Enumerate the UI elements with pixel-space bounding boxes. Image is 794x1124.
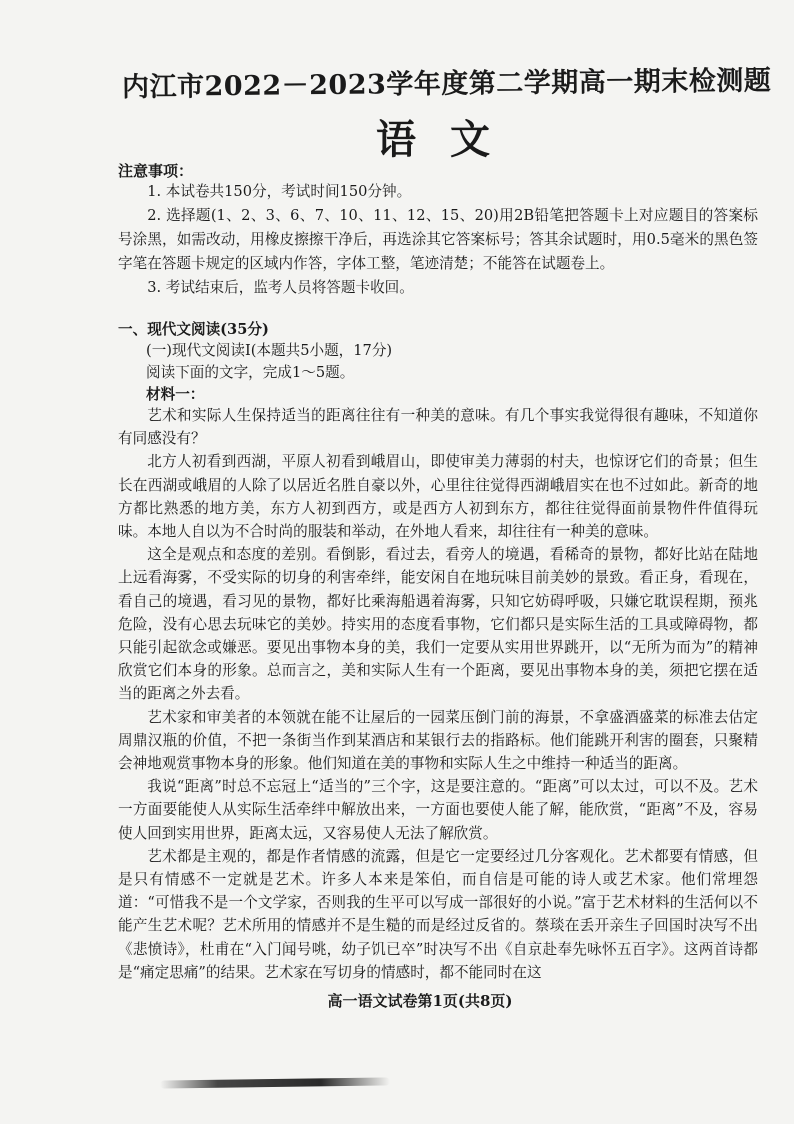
notice-item: 2. 选择题(1、2、3、6、7、10、11、12、15、20)用2B铅笔把答题卡上对应题目的答案标号涂黑，如需改动，用橡皮擦擦干净后，再选涂其它答案标号；答其余试题时，用0.5毫米的黑色签字笔在答题卡规定的区域内作答，字体工整，笔迹清楚；不能答在试题卷上。 — [118, 207, 758, 272]
subject-title: 语文 — [376, 116, 524, 163]
material-label: 材料一： — [146, 386, 205, 403]
passage-paragraph: 艺术和实际人生保持适当的距离往往有一种美的意味。有几个事实我觉得很有趣味，不知道你有同感没有？ — [118, 407, 758, 448]
section-intro — [146, 340, 746, 406]
notice-item: 1. 本试卷共150分，考试时间150分钟。 — [147, 183, 412, 200]
notice-list — [118, 180, 758, 300]
section-heading: 一、现代文阅读(35分) — [118, 321, 269, 338]
notice-heading: 注意事项： — [118, 162, 194, 180]
exam-title: 内江市2022－2023学年度第二学期高一期末检测题 — [121, 65, 772, 104]
passage-paragraph: 艺术都是主观的，都是作者情感的流露，但是它一定要经过几分客观化。艺术都要有情感，但是只有情感不一定就是艺术。许多人本来是笨伯，而自信是可能的诗人或艺术家。他们常埋怨道：“可惜我不是一个文学家，否则我的生平可以写成一部很好的小说。”富于艺术材料的生活何以不能产生艺术呢？艺术所用的情感并不是生糙的而是经过反省的。蔡琰在丢开亲生子回国时决写不出《悲愤诗》，杜甫在“入门闻号咷，幼子饥已卒”时决写不出《自京赴奉先咏怀五百字》。这两首诗都是“痛定思痛”的结果。艺术家在写切身的情感时，都不能同时在这 — [118, 847, 758, 981]
passage-paragraph: 北方人初看到西湖，平原人初看到峨眉山，即使审美力薄弱的村夫，也惊讶它们的奇景；但生长在西湖或峨眉的人除了以居近名胜自豪以外，心里往往觉得西湖峨眉实在也不过如此。新奇的地方都比熟悉的地方美，东方人初到西方，或是西方人初到东方，都往往觉得面前景物件件值得玩味。本地人自以为不合时尚的服装和举动，在外地人看来，却往往有一种美的意味。 — [118, 453, 758, 541]
reading-instruction: 阅读下面的文字，完成1～5题。 — [146, 364, 355, 381]
sub-section-heading: (一)现代文阅读Ⅰ(本题共5小题，17分) — [146, 342, 393, 359]
passage-paragraph: 这全是观点和态度的差别。看倒影，看过去，看旁人的境遇，看稀奇的景物，都好比站在陆地上远看海雾，不受实际的切身的利害牵绊，能安闲自在地玩味目前美妙的景致。看正身，看现在，看自己的境遇，看习见的景物，都好比乘海船遇着海雾，只知它妨碍呼吸，只嫌它耽误程期，预兆危险，没有心思去玩味它的美妙。持实用的态度看事物，它们都只是实际生活的工具或障碍物，都只能引起欲念或嫌恶。要见出事物本身的美，我们一定要从实用世界跳开，以“无所为而为”的精神欣赏它们本身的形象。总而言之，美和实际人生有一个距离，要见出事物本身的美，须把它摆在适当的距离之外去看。 — [118, 546, 758, 703]
notice-item: 3. 考试结束后，监考人员将答题卡收回。 — [147, 279, 414, 296]
passage-paragraph: 艺术家和审美者的本领就在能不让屋后的一园菜压倒门前的海景，不拿盛酒盛菜的标准去估定周鼎汉瓶的价值，不把一条街当作到某酒店和某银行去的指路标。他们能跳开利害的圈套，只聚精会神地观赏事物本身的形象。他们知道在美的事物和实际人生之中维持一种适当的距离。 — [118, 708, 758, 773]
passage-paragraph: 我说“距离”时总不忘冠上“适当的”三个字，这是要注意的。“距离”可以太过，可以不及。艺术一方面要能使人从实际生活牵绊中解放出来，一方面也要使人能了解，能欣赏，“距离”不及，容易使人回到实用世界，距离太远，又容易使人无法了解欣赏。 — [118, 778, 758, 842]
reading-passage — [118, 404, 758, 984]
page-footer: 高一语文试卷第1页(共8页) — [327, 992, 513, 1010]
scan-smudge — [160, 1077, 390, 1088]
